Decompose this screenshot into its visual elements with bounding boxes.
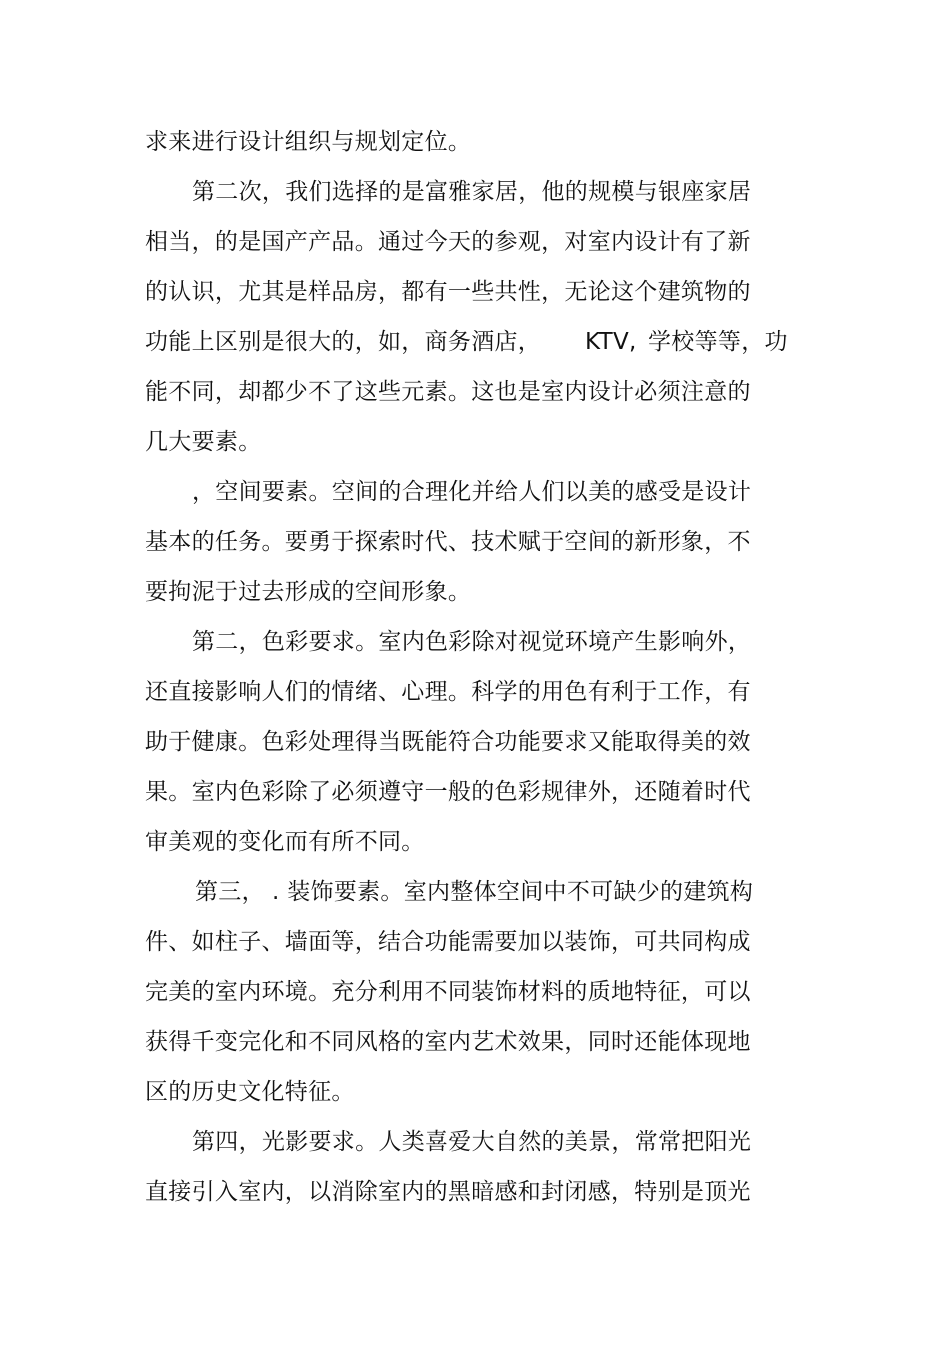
text-line: 第二次，我们选择的是富雅家居，他的规模与银座家居 bbox=[192, 179, 752, 205]
text-fragment: . 装饰要素。室内整体空间中不可缺少的建筑构 bbox=[272, 879, 754, 905]
text-line: 基本的任务。要勇于探索时代、技术赋于空间的新形象，不 bbox=[145, 529, 751, 555]
text-line: 完美的室内环境。充分利用不同装饰材料的质地特征，可以 bbox=[145, 979, 751, 1005]
text-line: 果。室内色彩除了必须遵守一般的色彩规律外，还随着时代 bbox=[145, 779, 751, 805]
text-fragment: 学校等等，功 bbox=[648, 329, 788, 355]
text-line: 区的历史文化特征。 bbox=[145, 1079, 355, 1105]
text-line: 第二，色彩要求。室内色彩除对视觉环境产生影响外， bbox=[192, 629, 752, 655]
text-line: 功能上区别是很大的，如，商务酒店， bbox=[145, 329, 542, 355]
text-line: 相当，的是国产产品。通过今天的参观，对室内设计有了新 bbox=[145, 229, 751, 255]
text-fragment: KTV, bbox=[585, 329, 637, 355]
text-line: 的认识，尤其是样品房，都有一些共性，无论这个建筑物的 bbox=[145, 279, 751, 305]
text-line: 能不同，却都少不了这些元素。这也是室内设计必须注意的 bbox=[145, 379, 751, 405]
text-line: 获得千变完化和不同风格的室内艺术效果，同时还能体现地 bbox=[145, 1029, 751, 1055]
text-line: 直接引入室内，以消除室内的黑暗感和封闭感，特别是顶光 bbox=[145, 1179, 751, 1205]
text-line: 第四，光影要求。人类喜爱大自然的美景，常常把阳光 bbox=[192, 1129, 752, 1155]
text-line: 还直接影响人们的情绪、心理。科学的用色有利于工作，有 bbox=[145, 679, 751, 705]
text-line: ，空间要素。空间的合理化并给人们以美的感受是设计 bbox=[192, 479, 752, 505]
text-line: 助于健康。色彩处理得当既能符合功能要求又能取得美的效 bbox=[145, 729, 751, 755]
text-line: 件、如柱子、墙面等，结合功能需要加以装饰，可共同构成 bbox=[145, 929, 751, 955]
text-line: 要拘泥于过去形成的空间形象。 bbox=[145, 579, 472, 605]
text-line: 求来进行设计组织与规划定位。 bbox=[145, 129, 472, 155]
text-fragment: 第三， bbox=[195, 879, 265, 905]
text-line: 审美观的变化而有所不同。 bbox=[145, 829, 425, 855]
text-line: 几大要素。 bbox=[145, 429, 262, 455]
